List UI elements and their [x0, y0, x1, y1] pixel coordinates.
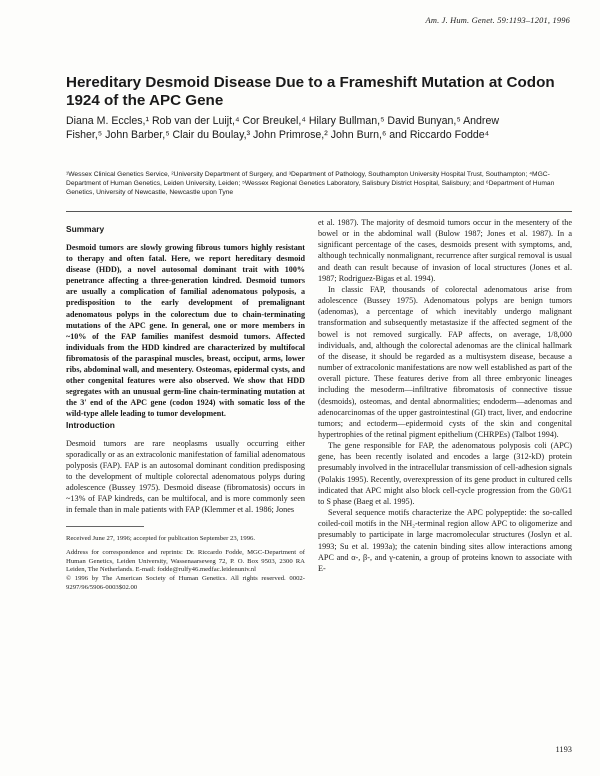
copyright-notice: © 1996 by The American Society of Human Genetics. All rights reserved. 0002-9297/96/5906-0003$02.00	[66, 574, 305, 591]
correspondence-address: Address for correspondence and reprints: Dr. Riccardo Fodde, MGC-Department of Human Genetics, Leiden University, Wassenaarseweg 72, P. O. Box 9503, 2300 RA Leiden, The Netherlands. E-mail: fodde@rulfy46.medfac.leidenuniv.nl	[66, 549, 305, 574]
right-paragraph-2: In classic FAP, thousands of colorectal adenomatous arise from adolescence (Bussey 1975). Adenomatous polyps are benign tumors (adenomas), a percentage of which inevitably undergo malignant transformation and subsequently metastasize if the affected segment of the bowel is not removed surgically. FAP affects, on average, 1/8,000 individuals, and, although the colorectal adenomas are the clinical hallmark of the disease, it should be regarded as a multisystem disease, because a number of extracolonic manifestations are now well established as part of the overall picture. These features derive from all three embryonic lineages including the mesoderm—infiltrative fibromatosis of connective tissue (desmoids), osteomas, and dental abnormalities; endoderm—adenomas and adenocarcinomas of the upper gastrointestinal (GI) tract, liver, and endocrine tumors; and ectoderm—epidermoid cysts of the skin and congenital hypertrophies of the retinal pigment epithelium (CHRPEs) (Talbot 1994).	[318, 284, 572, 439]
right-paragraph-4: Several sequence motifs characterize the APC polypeptide: the so-called coiled-coil motifs in the NH₂-terminal region allow APC to oligomerize and presumably to participate in large macromolecular structures (Joslyn et al. 1993; Su et al. 1993a); the catenin binding sites allow interactions among APC and α-, β-, and γ-catenin, a group of proteins known to associate with E-	[318, 508, 572, 573]
summary-heading: Summary	[66, 224, 105, 234]
header-divider	[66, 211, 572, 212]
footnote-divider	[66, 526, 144, 527]
right-paragraph-1: et al. 1987). The majority of desmoid tumors occur in the mesentery of the bowel or in the abdominal wall (Bulow 1987; Jones et al. 1987). In a significant percentage of the cases, desmoids present with symptoms, and, although technically nonmalignant, recurrence after surgical removal is usual and death can result because of invasion of local structures (Jones et al. 1987; Rodriguez-Bigas et al. 1994).	[318, 218, 572, 283]
introduction-heading: Introduction	[66, 419, 115, 430]
summary-text: Desmoid tumors are slowly growing fibrous tumors highly resistant to therapy and often fatal. Here, we report hereditary desmoid disease (HDD), a novel autosomal dominant trait with 100% penetrance affecting a three-generation kindred. Desmoid tumors are usually a complication of familial adenomatous polyposis, a predisposition to the early development of premalignant adenomatous polyps in the colorectum due to chain-terminating mutations of the APC gene. In general, one or more members in ~10% of the FAP families manifest desmoid tumors. Affected individuals from the HDD kindred are characterized by multifocal fibromatosis of the paraspinal muscles, breast, occiput, arms, lower ribs, abdominal wall, and mesentery. Osteomas, epidermal cysts, and other congenital features were also observed. We show that HDD segregates with an unusual germ-line chain-terminating mutation at the 3′ end of the APC gene (codon 1924) with somatic loss of the wild-type allele leading to tumor development.	[66, 243, 305, 419]
author-list: Diana M. Eccles,¹ Rob van der Luijt,⁴ Cor Breukel,⁴ Hilary Bullman,⁵ David Bunyan,⁵ Andrew Fisher,⁵ John Barber,⁵ Clair du Boulay,³ John Primrose,² John Burn,⁶ and Riccardo Fodde⁴	[66, 115, 499, 141]
article-title: Hereditary Desmoid Disease Due to a Frameshift Mutation at Codon 1924 of the APC Gene	[66, 74, 555, 109]
received-note: Received June 27, 1996; accepted for publication September 23, 1996.	[66, 534, 256, 542]
page-number: 1193	[555, 745, 572, 754]
right-column	[318, 217, 572, 574]
affiliations: ¹Wessex Clinical Genetics Service, ²University Department of Surgery, and ³Department of Pathology, Southampton University Hospital Trust, Southampton; ⁴MGC-Department of Human Genetics, Leiden University, Leiden; ⁵Wessex Regional Genetics Laboratory, Salisbury District Hospital, Salisbury; and ⁶Department of Human Genetics, University of Newcastle, Newcastle upon Tyne	[66, 171, 555, 196]
introduction-paragraph: Desmoid tumors are rare neoplasms usually occurring either sporadically or as an extracolonic manifestation of familial adenomatous polyposis (FAP). FAP is an autosomal dominant condition predisposing to the development of multiple colorectal adenomatous polyps during adolescence (Bussey 1975). Desmoid disease (fibromatosis) occurs in ~13% of FAP kindreds, can be multifocal, and is more commonly seen in female than in male patients with FAP (Klemmer et al. 1986; Jones	[66, 438, 305, 515]
journal-reference: Am. J. Hum. Genet. 59:1193–1201, 1996	[425, 16, 570, 25]
left-column	[66, 224, 305, 592]
right-paragraph-3: The gene responsible for FAP, the adenomatous polyposis coli (APC) gene, has been recently isolated and encodes a large (312-kD) protein presumably involved in the intracellular transmission of cell-adhesion signals (Polakis 1995). Recently, overexpression of its gene product in cultured cells indicated that APC might also block cell-cycle progression from the G0/G1 to S phase (Baeg et al. 1995).	[318, 441, 572, 506]
